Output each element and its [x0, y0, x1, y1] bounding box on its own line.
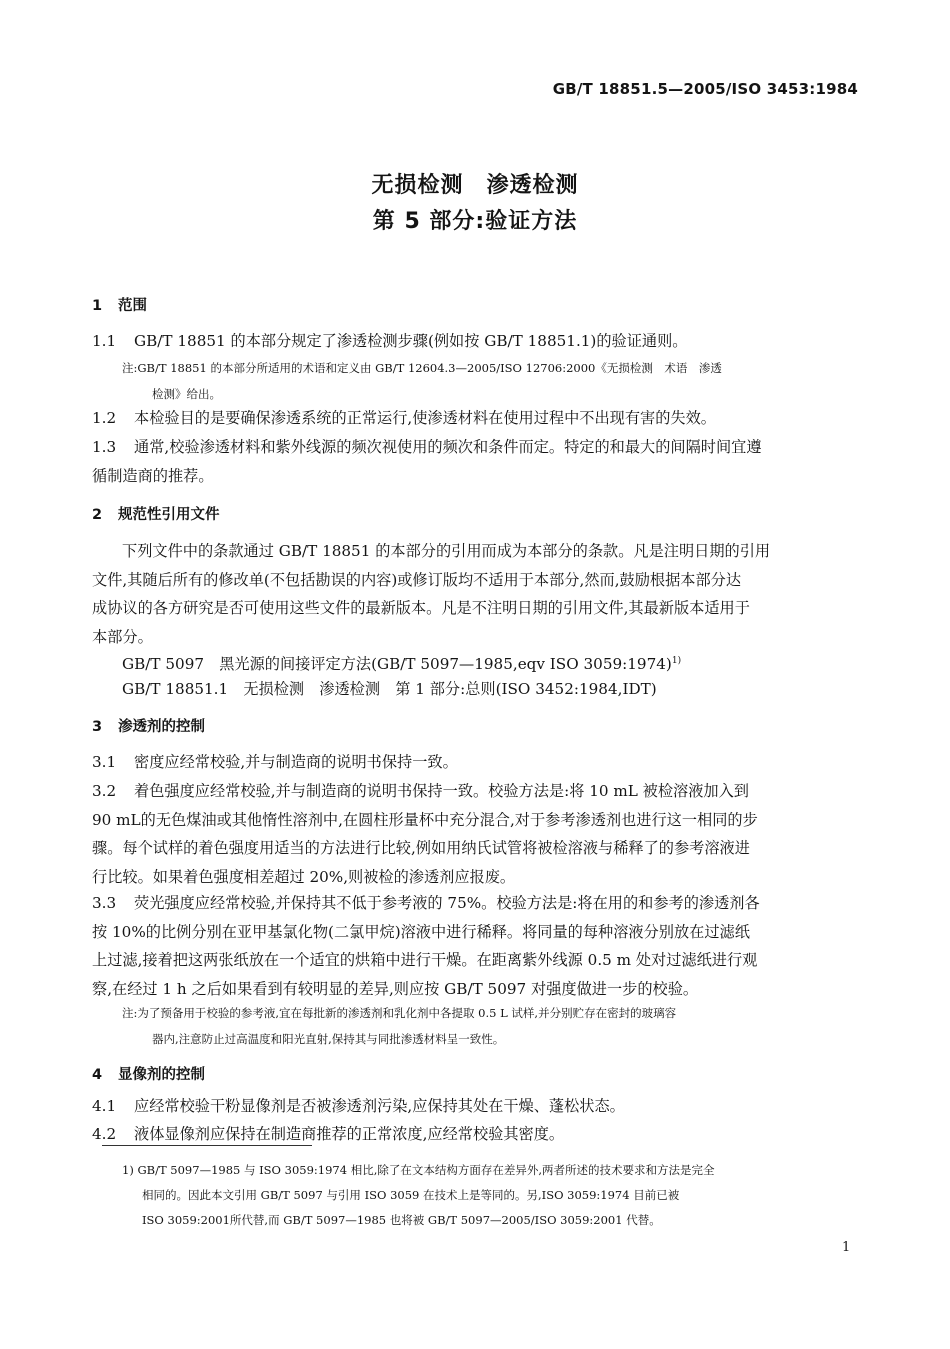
page-number: 1: [842, 1240, 851, 1255]
section-3-heading: [92, 715, 205, 736]
clause-text-line: 荧光强度应经常校验,并保持其不低于参考液的 75%。校验方法是:将在用的和参考的渗透剂各: [134, 894, 760, 912]
footnote-line3: ISO 3059:2001所代替,而 GB/T 5097—1985 也将被 GB/T 5097—2005/ISO 3059:2001 代替。: [142, 1213, 661, 1227]
clause-text-line: 90 mL的无色煤油或其他惰性溶剂中,在圆柱形量杯中充分混合,对于参考渗透剂也进行这一相同的步: [92, 810, 758, 829]
footnote-mark: 1): [671, 655, 682, 666]
clause-number: 1.1: [92, 332, 117, 350]
paragraph-line: 文件,其随后所有的修改单(不包括勘误的内容)或修订版均不适用于本部分,然而,鼓励根据本部分达: [92, 570, 742, 589]
clause-3-2: [92, 777, 862, 891]
clause-text-line: 行比较。如果着色强度相差超过 20%,则被检的渗透剂应报废。: [92, 867, 516, 886]
paragraph-line: 下列文件中的条款通过 GB/T 18851 的本部分的引用而成为本部分的条款。凡是注明日期的引用: [122, 542, 771, 560]
section-2-paragraph: [92, 537, 862, 651]
clause-4-1: [92, 1092, 625, 1121]
clause-3-3: [92, 889, 862, 1003]
normative-reference-2: GB/T 18851.1 无损检测 渗透检测 第 1 部分:总则(ISO 3452:1984,IDT): [122, 680, 657, 698]
clause-text-line: 着色强度应经常校验,并与制造商的说明书保持一致。校验方法是:将 10 mL 被检溶液加入到: [134, 782, 749, 800]
clause-number: 3.2: [92, 782, 117, 800]
clause-text-line: 按 10%的比例分别在亚甲基氯化物(二氯甲烷)溶液中进行稀释。将同量的每种溶液分别放在过滤纸: [92, 922, 750, 941]
section-title: 渗透剂的控制: [118, 719, 205, 735]
note-1-line2: 检测》给出。: [152, 387, 221, 401]
section-title: 范围: [118, 298, 147, 314]
clause-number: 3.1: [92, 753, 117, 771]
clause-text-line: 上过滤,接着把这两张纸放在一个适宜的烘箱中进行干燥。在距离紫外线源 0.5 m 处对过滤纸进行观: [92, 951, 758, 969]
paragraph-line: 成协议的各方研究是否可使用这些文件的最新版本。凡是不注明日期的引用文件,其最新版本适用于: [92, 599, 750, 617]
note-1-line1: 注:GB/T 18851 的本部分所适用的术语和定义由 GB/T 12604.3—2005/ISO 12706:2000《无损检测 术语 渗透: [122, 361, 722, 375]
clause-number: 1.3: [92, 438, 117, 456]
clause-number: 4.1: [92, 1097, 117, 1115]
footnote-rule: [102, 1145, 312, 1146]
clause-text-line: 骤。每个试样的着色强度用适当的方法进行比较,例如用纳氏试管将被检溶液与稀释了的参考溶液进: [92, 839, 750, 857]
standard-code: GB/T 18851.5—2005/ISO 3453:1984: [552, 80, 858, 98]
note-3-line2: 器内,注意防止过高温度和阳光直射,保持其与同批渗透材料呈一致性。: [152, 1032, 505, 1046]
footnote-line1: 1) GB/T 5097—1985 与 ISO 3059:1974 相比,除了在文本结构方面存在差异外,两者所述的技术要求和方法是完全: [122, 1163, 715, 1177]
section-number: 3: [92, 719, 103, 735]
clause-3-1: [92, 748, 458, 777]
clause-number: 3.3: [92, 894, 117, 912]
note-3-line1: 注:为了预备用于校验的参考液,宜在每批新的渗透剂和乳化剂中各提取 0.5 L 试样,并分别贮存在密封的玻璃容: [122, 1006, 677, 1020]
clause-text-line: 循制造商的推荐。: [92, 466, 214, 485]
clause-text: 液体显像剂应保持在制造商推荐的正常浓度,应经常校验其密度。: [134, 1125, 565, 1143]
footnote-line2: 相同的。因此本文引用 GB/T 5097 与引用 ISO 3059 在技术上是等同的。另,ISO 3059:1974 目前已被: [142, 1188, 680, 1202]
section-title: 规范性引用文件: [118, 507, 220, 523]
clause-text-line: 察,在经过 1 h 之后如果看到有较明显的差异,则应按 GB/T 5097 对强度做进一步的校验。: [92, 979, 699, 998]
document-title-line2: 第 5 部分:验证方法: [372, 209, 578, 234]
section-title: 显像剂的控制: [118, 1067, 205, 1083]
section-number: 4: [92, 1067, 103, 1083]
section-number: 1: [92, 298, 103, 314]
clause-1-3: [92, 433, 862, 490]
clause-number: 1.2: [92, 409, 117, 427]
section-1-heading: [92, 294, 147, 315]
clause-text: 密度应经常校验,并与制造商的说明书保持一致。: [134, 753, 458, 771]
clause-1-1: [92, 327, 687, 356]
paragraph-line: 本部分。: [92, 627, 153, 646]
section-number: 2: [92, 507, 103, 523]
section-4-heading: [92, 1063, 205, 1084]
document-title-line1: 无损检测 渗透检测: [371, 173, 579, 198]
clause-text: 应经常校验干粉显像剂是否被渗透剂污染,应保持其处在干燥、蓬松状态。: [134, 1097, 625, 1115]
clause-text-line: 通常,校验渗透材料和紫外线源的频次视使用的频次和条件而定。特定的和最大的间隔时间宜遵: [134, 438, 762, 456]
reference-text: GB/T 5097 黑光源的间接评定方法(GB/T 5097—1985,eqv ISO 3059:1974): [122, 655, 672, 673]
clause-number: 4.2: [92, 1125, 117, 1143]
clause-text: 本检验目的是要确保渗透系统的正常运行,使渗透材料在使用过程中不出现有害的失效。: [134, 409, 716, 427]
clause-1-2: [92, 404, 716, 433]
section-2-heading: [92, 503, 220, 524]
clause-text: GB/T 18851 的本部分规定了渗透检测步骤(例如按 GB/T 18851.1)的验证通则。: [134, 332, 688, 350]
